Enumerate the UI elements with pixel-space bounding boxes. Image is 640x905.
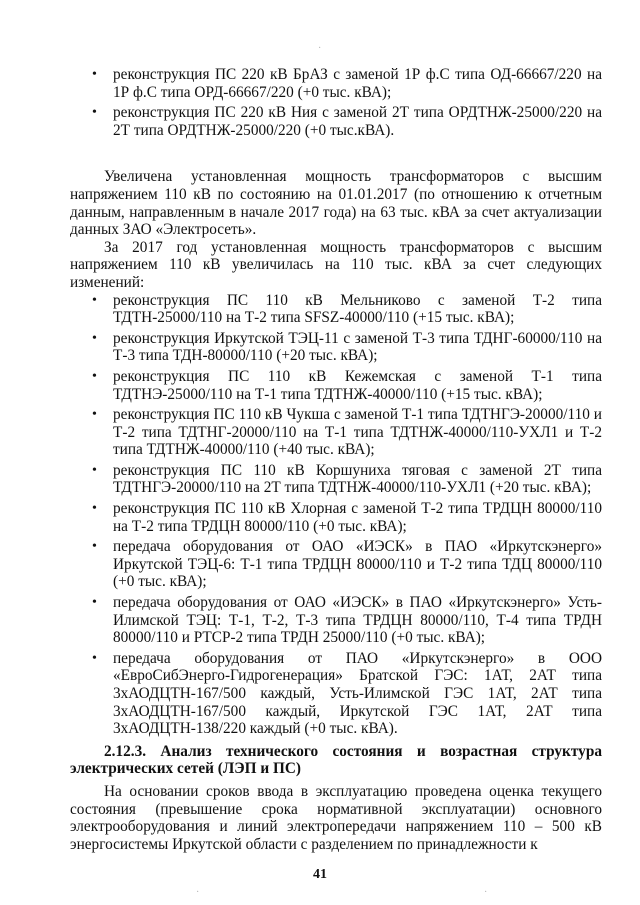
list-item: • передача оборудования от ПАО «Иркутскэнерго» в ООО «ЕвроСибЭнерго-Гидрогенерация» Братской ГЭС: 1АТ, 2АТ типа 3хАОДЦТН-167/500 каждый, Усть-Илимской ГЭС 1АТ, 2АТ типа 3хАОДЦТН-167/500 каждый, Иркутской ГЭС 1АТ, 2АТ типа 3хАОДЦТН-138/220 каждый (+0 тыс. кВА).	[70, 650, 602, 738]
changes-list-110kv	[70, 292, 602, 738]
paragraph-2017-changes: За 2017 год установленная мощность трансформаторов с высшим напряжением 110 кВ увеличилась на 110 тыс. кВА за счет следующих изменений:	[70, 238, 602, 291]
scan-speck: ·	[318, 43, 322, 54]
page-number: 41	[313, 867, 327, 882]
list-item: • передача оборудования от ОАО «ИЭСК» в ПАО «Иркутскэнерго» Усть-Илимской ТЭЦ: Т-1, Т-2, Т-3 типа ТРДЦН 80000/110, Т-4 типа ТРДН 80000/110 и РТСР-2 типа ТРДН 25000/110 (+0 тыс. кВА);	[70, 594, 602, 647]
paragraph-capacity-increase: Увеличена установленная мощность трансформаторов с высшим напряжением 110 кВ по состоянию на 01.01.2017 (по отношению к отчетным данным, направленным в начале 2017 года) на 63 тыс. кВА за счет актуализации данных ЗАО «Электросеть».	[70, 168, 602, 239]
list-item: • реконструкция ПС 110 кВ Мельниково с заменой Т-2 типа ТДТН-25000/110 на Т-2 типа SFSZ-40000/110 (+15 тыс. кВА);	[70, 292, 602, 327]
list-item: • реконструкция ПС 110 кВ Хлорная с заменой Т-2 типа ТРДЦН 80000/110 на Т-2 типа ТРДЦН 80000/110 (+0 тыс. кВА);	[70, 500, 602, 535]
section-heading: 2.12.3. Анализ технического состояния и возрастная структура электрических сетей (ЛЭП и ПС)	[70, 742, 602, 778]
list-item: • реконструкция ПС 110 кВ Коршуниха тяговая с заменой 2Т типа ТДТНГЭ-20000/110 на 2Т типа ТДТНЖ-40000/110-УХЛ1 (+20 тыс. кВА);	[70, 462, 602, 497]
reconstruction-list-220kv	[70, 66, 602, 139]
list-item: • реконструкция ПС 220 кВ БрАЗ с заменой 1Р ф.С типа ОД-66667/220 на 1Р ф.С типа ОРД-66667/220 (+0 тыс. кВА);	[70, 66, 602, 101]
list-item: • передача оборудования от ОАО «ИЭСК» в ПАО «Иркутскэнерго» Иркутской ТЭЦ-6: Т-1 типа ТРДЦН 80000/110 и Т-2 типа ТДЦ 80000/110 (+0 тыс. кВА);	[70, 538, 602, 591]
page-body	[70, 66, 602, 853]
list-item: • реконструкция ПС 110 кВ Чукша с заменой Т-1 типа ТДТНГЭ-20000/110 и Т-2 типа ТДТНГ-20000/110 на Т-1 типа ТДТНЖ-40000/110-УХЛ1 и Т-2 типа ТДТНЖ-40000/110 (+40 тыс. кВА);	[70, 406, 602, 459]
paragraph-technical-state: На основании сроков ввода в эксплуатацию проведена оценка текущего состояния (превышение срока нормативной эксплуатации) основного электрооборудования и линий электропередачи напряжением 110 – 500 кВ энергосистемы Иркутской области с разделением по принадлежности к	[70, 782, 602, 853]
list-item: • реконструкция ПС 220 кВ Ния с заменой 2Т типа ОРДТНЖ-25000/220 на 2Т типа ОРДТНЖ-25000/220 (+0 тыс.кВА).	[70, 104, 602, 139]
scan-speck: ·	[196, 887, 200, 898]
list-item: • реконструкция ПС 110 кВ Кежемская с заменой Т-1 типа ТДТНЭ-25000/110 на Т-1 типа ТДТНЖ-40000/110 (+15 тыс. кВА);	[70, 368, 602, 403]
list-item: • реконструкция Иркутской ТЭЦ-11 с заменой Т-3 типа ТДНГ-60000/110 на Т-3 типа ТДН-80000/110 (+20 тыс. кВА);	[70, 330, 602, 365]
scan-speck: ·	[484, 887, 488, 898]
